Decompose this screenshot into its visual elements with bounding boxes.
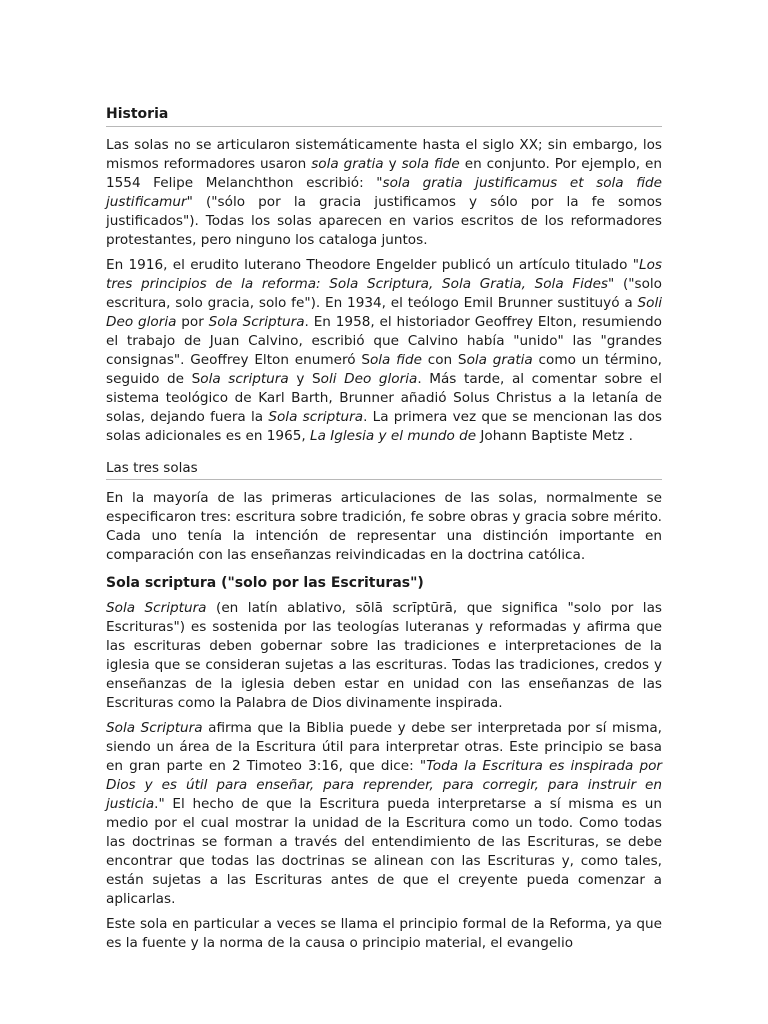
- paragraph-historia-2: [106, 256, 662, 446]
- italic-text: sola gratia justificamus et sola fide justificamur: [106, 175, 662, 210]
- paragraph-sola-scriptura-1: [106, 599, 662, 713]
- text: (en latín ablativo, sōlā scrīptūrā, que significa "solo por las Escrituras") es sostenida por las teologías luteranas y reformadas y afirma que las escrituras deben gobernar sobre las tradiciones e interpretaciones de la iglesia que se consideran sujetas a las escrituras. Todas las tradiciones, credos y enseñanzas de la iglesia deben estar en unidad con las enseñanzas de las Escrituras como la Palabra de Dios divinamente inspirada.: [106, 600, 662, 711]
- document-content: [106, 105, 662, 953]
- text: Las solas no se articularon sistemáticamente hasta el siglo XX; sin embargo, los mismos reformadores usaron: [106, 137, 662, 172]
- italic-text: ola fide: [369, 352, 422, 368]
- italic-text: sola gratia: [311, 156, 384, 172]
- text: . Más tarde, al comentar sobre el sistema teológico de Karl Barth, Brunner añadió Solus Christus a la letanía de solas, dejando fuera la: [106, 371, 662, 425]
- text: con S: [421, 352, 467, 368]
- italic-text: Toda la Escritura es inspirada por Dios y es útil para enseñar, para reprender, para corregir, para instruir en justicia: [106, 758, 662, 812]
- heading-tres-solas: Las tres solas: [106, 459, 662, 480]
- text: y: [383, 156, 402, 172]
- text: En 1916, el erudito luterano Theodore Engelder publicó un artículo titulado ": [106, 257, 640, 273]
- italic-text: Sola Scriptura: [208, 314, 305, 330]
- text: por: [176, 314, 209, 330]
- paragraph-historia-1: [106, 136, 662, 250]
- text: afirma que la Biblia puede y debe ser interpretada por sí misma, siendo un área de la Escritura útil para interpretar otras. Este principio se basa en gran parte en 2 Timoteo 3:16, que dice: ": [106, 720, 663, 774]
- text: . La primera vez que se mencionan las dos solas adicionales es en 1965,: [106, 409, 662, 444]
- italic-text: oli Deo gloria: [320, 371, 418, 387]
- italic-text: Sola Scriptura: [106, 720, 203, 736]
- italic-text: ola scriptura: [200, 371, 289, 387]
- italic-text: sola fide: [401, 156, 460, 172]
- text: " ("solo escritura, solo gracia, solo fe"). En 1934, el teólogo Emil Brunner sustituyó a: [106, 276, 662, 311]
- text: y S: [288, 371, 321, 387]
- text: " ("sólo por la gracia justificamos y sólo por la fe somos justificados"). Todas los solas aparecen en varios escritos de los reformadores protestantes, pero ninguno los cataloga juntos.: [106, 194, 662, 248]
- heading-historia: Historia: [106, 105, 662, 127]
- italic-text: Sola Scriptura: [106, 600, 207, 616]
- text: en conjunto. Por ejemplo, en 1554 Felipe Melanchthon escribió: ": [106, 156, 663, 191]
- italic-text: Los tres principios de la reforma: Sola Scriptura, Sola Gratia, Sola Fides: [106, 257, 662, 292]
- text: Johann Baptiste Metz .: [476, 428, 633, 444]
- italic-text: Sola scriptura: [268, 409, 364, 425]
- text: ." El hecho de que la Escritura pueda interpretarse a sí misma es un medio por el cual mostrar la unidad de la Escritura como un todo. Como todas las doctrinas se forman a través del entendimiento de las Escrituras, se debe encontrar que todas las doctrinas se alinean con las Escrituras y, como tales, están sujetas a las Escrituras antes de que el creyente pueda comenzar a aplicarlas.: [106, 796, 662, 907]
- paragraph-sola-scriptura-3: Este sola en particular a veces se llama el principio formal de la Reforma, ya que es la fuente y la norma de la causa o principio material, el evangelio: [106, 916, 662, 951]
- text: como un término, seguido de S: [106, 352, 663, 387]
- italic-text: ola gratia: [466, 352, 533, 368]
- paragraph-sola-scriptura-2: [106, 719, 662, 909]
- italic-text: La Iglesia y el mundo de: [310, 428, 477, 444]
- heading-sola-scriptura: Sola scriptura ("solo por las Escrituras"): [106, 575, 424, 591]
- paragraph-tres-solas: En la mayoría de las primeras articulaciones de las solas, normalmente se especificaron tres: escritura sobre tradición, fe sobre obras y gracia sobre mérito. Cada uno tenía la intención de representar una distinción importante en comparación con las enseñanzas reivindicadas en la doctrina católica.: [106, 490, 662, 563]
- italic-text: Soli Deo gloria: [106, 295, 662, 330]
- text: . En 1958, el historiador Geoffrey Elton, resumiendo el trabajo de Juan Calvino, escribió que Calvino había "unido" las "grandes consignas". Geoffrey Elton enumeró S: [106, 314, 662, 368]
